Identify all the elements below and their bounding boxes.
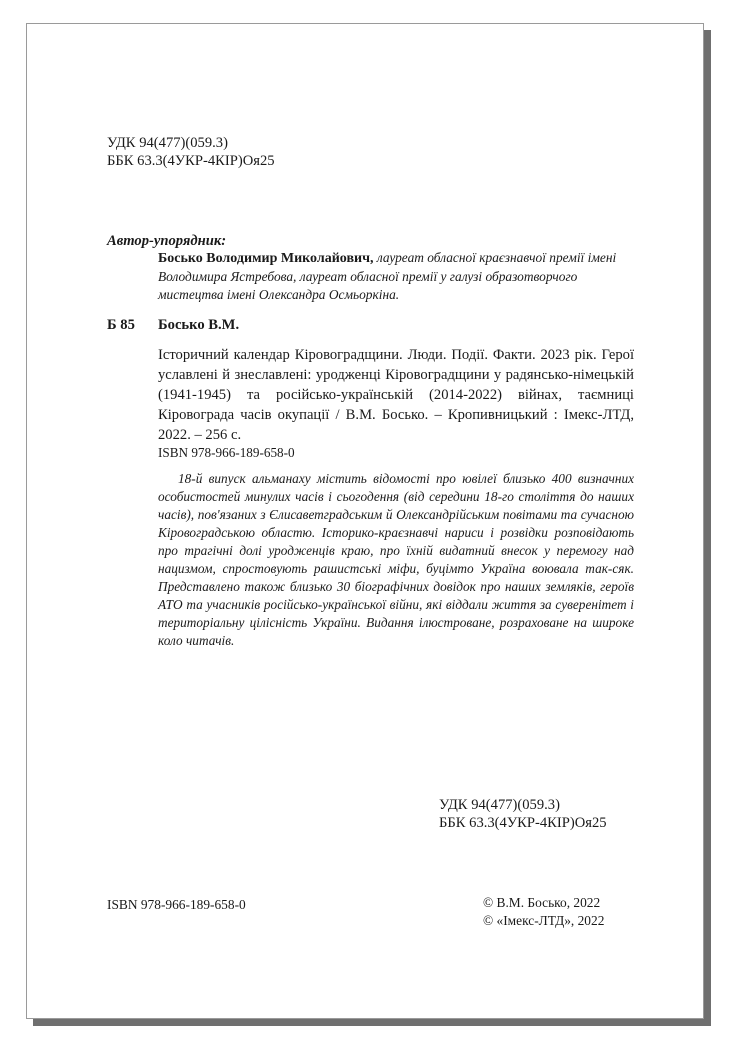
document-page: [26, 23, 704, 1019]
author-label: Автор-упорядник:: [107, 233, 227, 249]
copyright-publisher: © «Імекс-ЛТД», 2022: [483, 913, 605, 928]
isbn-main: ISBN 978-966-189-658-0: [158, 445, 295, 460]
udk-code: УДК 94(477)(059.3): [107, 135, 228, 151]
isbn-footer: ISBN 978-966-189-658-0: [107, 897, 246, 912]
bbk-code: ББК 63.3(4УКР-4КІР)Оя25: [107, 153, 275, 169]
udk-code-bottom: УДК 94(477)(059.3): [439, 797, 560, 813]
bbk-code-bottom: ББК 63.3(4УКР-4КІР)Оя25: [439, 815, 607, 831]
copyright-author: © В.М. Босько, 2022: [483, 895, 601, 910]
copyright-block: [483, 894, 604, 930]
author-description: лауреат обласної краєзнавчої премії імені Володимира Ястребова, лауреат обласної премії у галузі образотворчого мистецтва імені Олександра Осмьоркіна.: [158, 250, 617, 302]
bibliography-text: Історичний календар Кіровоградщини. Люди. Події. Факти. 2023 рік. Герої уславлені й знеславлені: уродженці Кіровоградщини у радянсько-німецькій (1941-1945) та російсько-українській (2014-2022) війнах, таємниці Кіровограда часів окупації / В.М. Босько. – Кропивницький : Імекс-ЛТД, 2022. – 256 с.: [158, 347, 634, 443]
author-name: Босько Володимир Миколайович,: [158, 251, 374, 266]
author-info: [158, 249, 638, 304]
classification-block-bottom: [439, 796, 607, 832]
bibliography-heading: Босько В.М.: [158, 317, 240, 333]
annotation: 18-й випуск альманаху містить відомості про ювілеї близько 400 визначних особистостей минулих часів і сьогодення (від середини 18-го століття до наших часів), пов'язаних з Єлисаветградським й Олександрійським повітами та сучасною Кіровоградською областю. Історико-краєзнавчі нариси і розвідки розповідають про трагічні долі уродженців краю, про їхній видатний внесок у перемогу над нацизмом, спростовують рашистські міфи, буцімто Україна воювала так-сяк. Представлено також близько 30 біографічних довідок про наших земляків, героїв АТО та учасників російсько-української війни, які віддали життя за суверенітет і територіальну цілісність України. Видання ілюстроване, розраховане на широке коло читачів.: [158, 471, 634, 648]
classification-block-top: [107, 134, 275, 170]
bibliography-description: [158, 325, 634, 445]
library-code: Б 85: [107, 317, 135, 333]
